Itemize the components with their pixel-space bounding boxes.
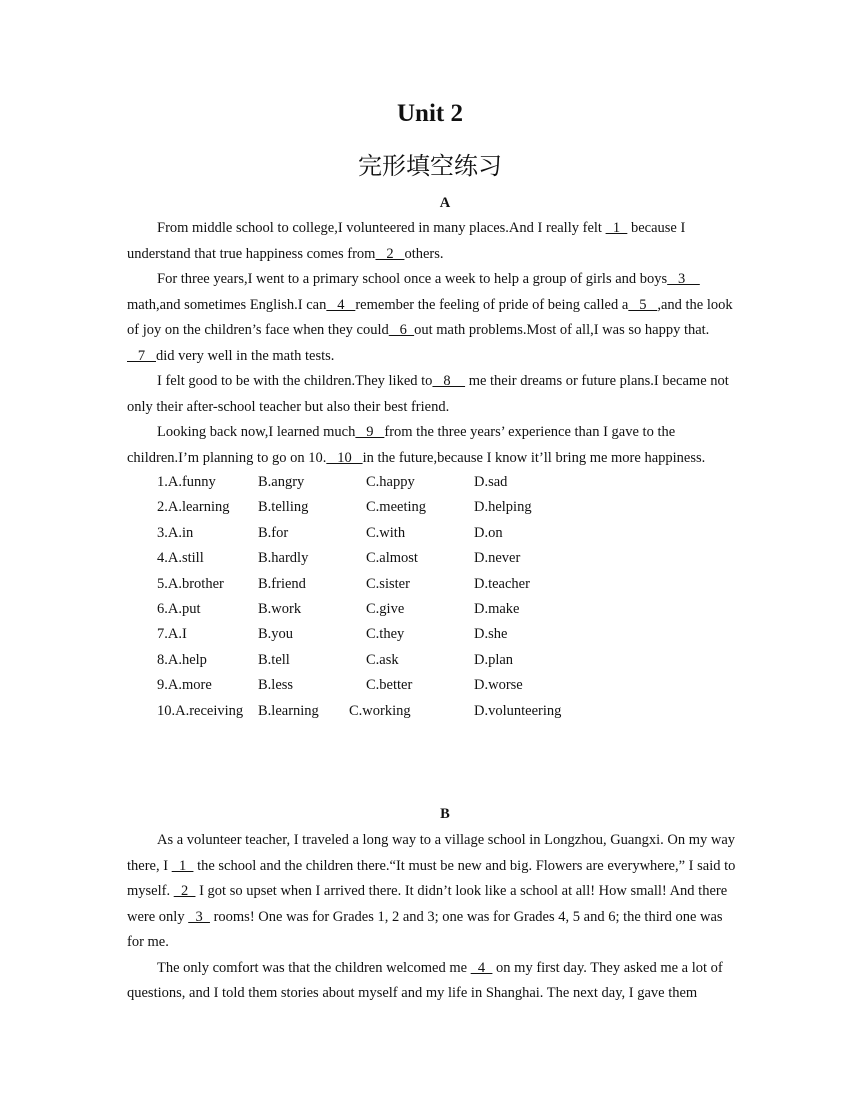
option-row	[157, 470, 757, 495]
blank-number: 9	[355, 424, 385, 440]
section-a-options	[157, 470, 757, 724]
passage-text: I got so upset when I arrived there. It didn’t look like a school at all! How small! And there were only	[127, 883, 728, 925]
option-row	[157, 521, 757, 546]
section-a-paragraph	[127, 267, 739, 369]
section-b-paragraph	[127, 828, 739, 956]
option-choice: D.on	[474, 524, 503, 541]
passage-text: math,and sometimes English.I can	[127, 296, 327, 313]
section-a-paragraph	[127, 216, 739, 267]
option-choice: D.she	[474, 626, 508, 643]
option-choice: 9.A.more	[157, 677, 212, 694]
option-choice: C.give	[366, 600, 405, 617]
passage-text: From middle school to college,I volunteered in many places.And I really felt	[157, 220, 606, 236]
passage-text: from the three years’ experience than I gave to the children.I’m planning to go on 10.	[127, 424, 676, 466]
blank-number: 1	[605, 220, 628, 236]
option-choice: D.make	[474, 600, 520, 617]
section-b-heading: B	[440, 806, 450, 822]
option-choice: B.you	[258, 626, 294, 643]
blank-number: 3	[667, 271, 700, 287]
blank-number: 6	[388, 322, 415, 338]
option-choice: B.telling	[258, 499, 309, 516]
option-row	[157, 572, 757, 597]
option-choice: C.almost	[366, 550, 418, 567]
passage-text: For three years,I went to a primary school once a week to help a group of girls and boys	[157, 271, 668, 287]
option-choice: B.for	[258, 524, 289, 541]
option-choice: B.friend	[258, 575, 306, 592]
passage-text: ,and the look of joy on the children’s face when they could	[127, 296, 733, 338]
passage-text: The only comfort was that the children welcomed me	[157, 959, 471, 976]
passage-text: rooms! One was for Grades 1, 2 and 3; one was for Grades 4, 5 and 6; the third one was for me.	[127, 908, 723, 950]
option-choice: 5.A.brother	[157, 575, 224, 592]
page-title: Unit 2	[397, 100, 463, 127]
section-b-passage	[127, 828, 739, 1007]
blank-number: 4	[470, 959, 493, 976]
blank-number: 2	[173, 883, 196, 899]
option-row	[157, 699, 757, 724]
blank-number: 3	[188, 908, 210, 925]
option-choice: C.they	[366, 626, 405, 643]
blank-number: 2	[375, 245, 405, 262]
option-choice: C.working	[349, 702, 411, 719]
option-choice: D.sad	[474, 474, 508, 490]
option-choice: D.never	[474, 550, 521, 567]
blank-number: 7	[127, 347, 156, 364]
option-choice: 8.A.help	[157, 651, 207, 668]
option-choice: D.teacher	[474, 575, 530, 592]
option-choice: B.hardly	[258, 550, 309, 567]
option-choice: B.work	[258, 600, 302, 617]
option-choice: 2.A.learning	[157, 499, 230, 516]
option-row	[157, 622, 757, 647]
option-choice: 10.A.receiving	[157, 702, 244, 719]
blank-number: 8	[432, 373, 466, 389]
passage-text: me their dreams or future plans.I became not only their after-school teacher but also their best friend.	[127, 373, 729, 415]
option-choice: C.sister	[366, 575, 410, 592]
option-choice: B.angry	[258, 474, 305, 490]
option-choice: B.less	[258, 677, 294, 694]
option-choice: D.helping	[474, 499, 532, 516]
passage-text: on my first day. They asked me a lot of questions, and I told them stories about myself and my life in Shanghai. The next day, I gave them	[127, 959, 723, 1001]
passage-text: Looking back now,I learned much	[157, 424, 356, 440]
option-choice: D.volunteering	[474, 702, 562, 719]
blank-number: 4	[326, 296, 356, 313]
blank-number: 10	[326, 449, 363, 466]
option-choice: C.ask	[366, 651, 399, 668]
option-row	[157, 673, 757, 698]
passage-text: others.	[404, 245, 444, 262]
section-b-paragraph	[127, 956, 739, 1007]
option-row	[157, 495, 757, 520]
passage-text: out math problems.Most of all,I was so happy that.	[414, 322, 710, 338]
option-row	[157, 648, 757, 673]
passage-text: did very well in the math tests.	[156, 347, 335, 364]
option-choice: C.better	[366, 677, 413, 694]
option-choice: B.tell	[258, 651, 290, 668]
blank-number: 1	[171, 857, 194, 874]
option-row	[157, 597, 757, 622]
section-a-heading: A	[439, 195, 451, 211]
passage-text: I felt good to be with the children.They liked to	[157, 373, 433, 389]
section-a-paragraph	[127, 369, 739, 420]
option-choice: 6.A.put	[157, 600, 201, 617]
option-choice: 3.A.in	[157, 524, 194, 541]
section-a-passage	[127, 216, 739, 471]
section-a-paragraph	[127, 420, 739, 471]
option-choice: 1.A.funny	[157, 474, 216, 490]
option-choice: C.meeting	[366, 499, 427, 516]
passage-text: because I understand that true happiness comes from	[127, 220, 686, 262]
option-choice: C.happy	[366, 474, 415, 490]
option-choice: 4.A.still	[157, 550, 204, 567]
option-choice: D.worse	[474, 677, 523, 694]
page-subtitle: 完形填空练习	[358, 152, 502, 180]
option-choice: B.learning	[258, 702, 319, 719]
passage-text: As a volunteer teacher, I traveled a long way to a village school in Longzhou, Guangxi. On my way there, I	[127, 832, 736, 874]
blank-number: 5	[628, 296, 658, 313]
option-row	[157, 546, 757, 571]
option-choice: 7.A.I	[157, 626, 187, 643]
passage-text: the school and the children there.“It must be new and big. Flowers are everywhere,” I said to myself.	[127, 857, 736, 899]
option-choice: D.plan	[474, 651, 514, 668]
passage-text: in the future,because I know it’ll bring me more happiness.	[362, 449, 706, 466]
option-choice: C.with	[366, 524, 406, 541]
passage-text: remember the feeling of pride of being called a	[355, 296, 629, 313]
